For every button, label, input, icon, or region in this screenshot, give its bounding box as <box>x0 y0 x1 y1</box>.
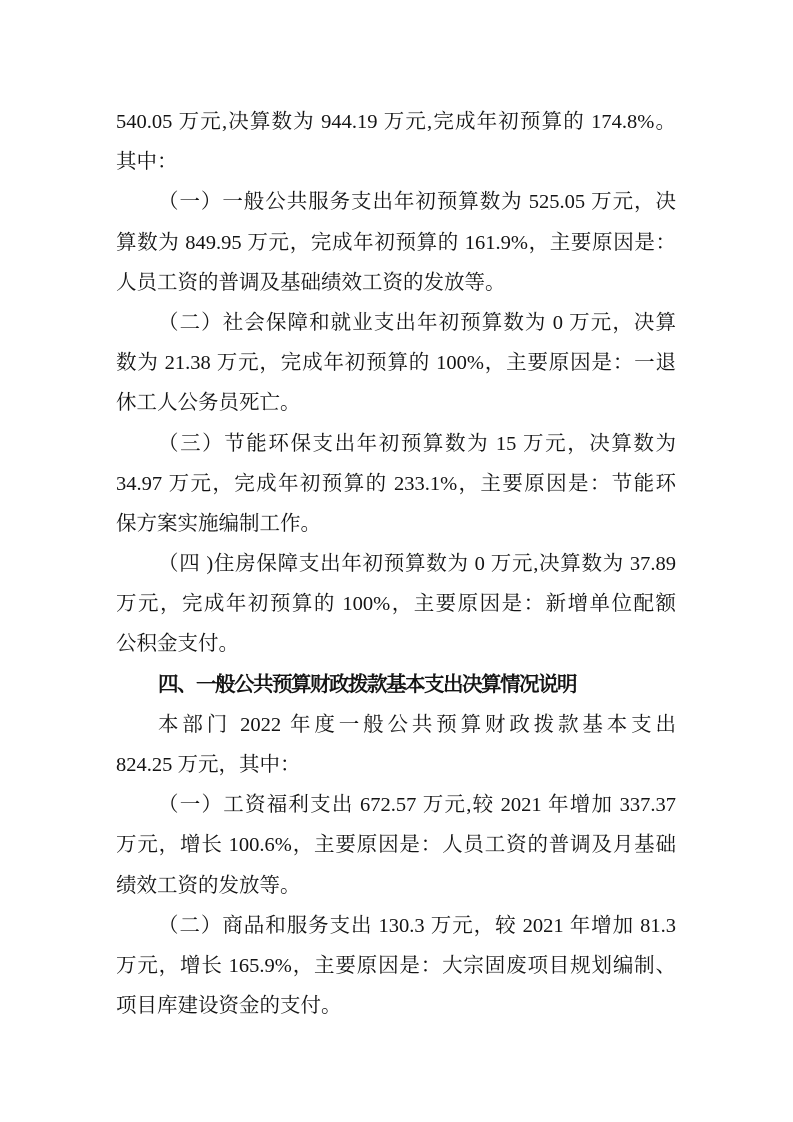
text-line: 公积金支付。 <box>116 633 239 656</box>
text-line: （一）一般公共服务支出年初预算数为 525.05 万元，决 <box>158 191 676 214</box>
text-line: 人员工资的普调及基础绩效工资的发放等。 <box>116 271 506 294</box>
paragraph-basic-expenditure-total <box>116 705 676 785</box>
text-line: 本部门 2022 年度一般公共预算财政拨款基本支出 <box>158 713 676 736</box>
text-line: （二）社会保障和就业支出年初预算数为 0 万元，决算 <box>158 311 676 334</box>
text-line: 万元，完成年初预算的 100%，主要原因是：新增单位配额 <box>116 593 676 616</box>
paragraph-item-1-wages-welfare <box>116 785 676 906</box>
paragraph-item-3-energy-conservation <box>116 424 676 545</box>
text-line: 保方案实施编制工作。 <box>116 512 321 535</box>
text-line: 数为 21.38 万元，完成年初预算的 100%，主要原因是：一退 <box>116 352 676 375</box>
text-line: 万元，增长 100.6%，主要原因是：人员工资的普调及月基础 <box>116 834 676 857</box>
text-line: 算数为 849.95 万元，完成年初预算的 161.9%，主要原因是： <box>116 231 676 254</box>
text-line: 其中： <box>116 151 178 174</box>
text-line: 绩效工资的发放等。 <box>116 874 301 897</box>
section-heading-text: 四、一般公共预算财政拨款基本支出决算情况说明 <box>158 672 576 696</box>
paragraph-item-2-goods-services <box>116 906 676 1027</box>
text-line: （一）工资福利支出 672.57 万元,较 2021 年增加 337.37 <box>158 794 676 817</box>
text-line: 项目库建设资金的支付。 <box>116 995 342 1018</box>
paragraph-item-1-general-public-services <box>116 182 676 303</box>
text-line: 824.25 万元，其中： <box>116 754 301 776</box>
paragraph-overspend-summary <box>116 102 676 182</box>
document-body <box>116 102 676 1026</box>
text-line: （四 )住房保障支出年初预算数为 0 万元,决算数为 37.89 <box>158 553 676 576</box>
section-heading-basic-expenditure <box>116 665 676 705</box>
paragraph-item-4-housing-security <box>116 544 676 665</box>
text-line: 34.97 万元，完成年初预算的 233.1%，主要原因是：节能环 <box>116 472 676 495</box>
paragraph-item-2-social-security <box>116 303 676 424</box>
text-line: 休工人公务员死亡。 <box>116 392 301 415</box>
text-line: （二）商品和服务支出 130.3 万元，较 2021 年增加 81.3 <box>158 914 676 937</box>
text-line: （三）节能环保支出年初预算数为 15 万元，决算数为 <box>158 432 676 455</box>
text-line: 万元，增长 165.9%，主要原因是：大宗固废项目规划编制、 <box>116 954 676 977</box>
text-line: 540.05 万元,决算数为 944.19 万元,完成年初预算的 174.8%。 <box>116 111 676 133</box>
